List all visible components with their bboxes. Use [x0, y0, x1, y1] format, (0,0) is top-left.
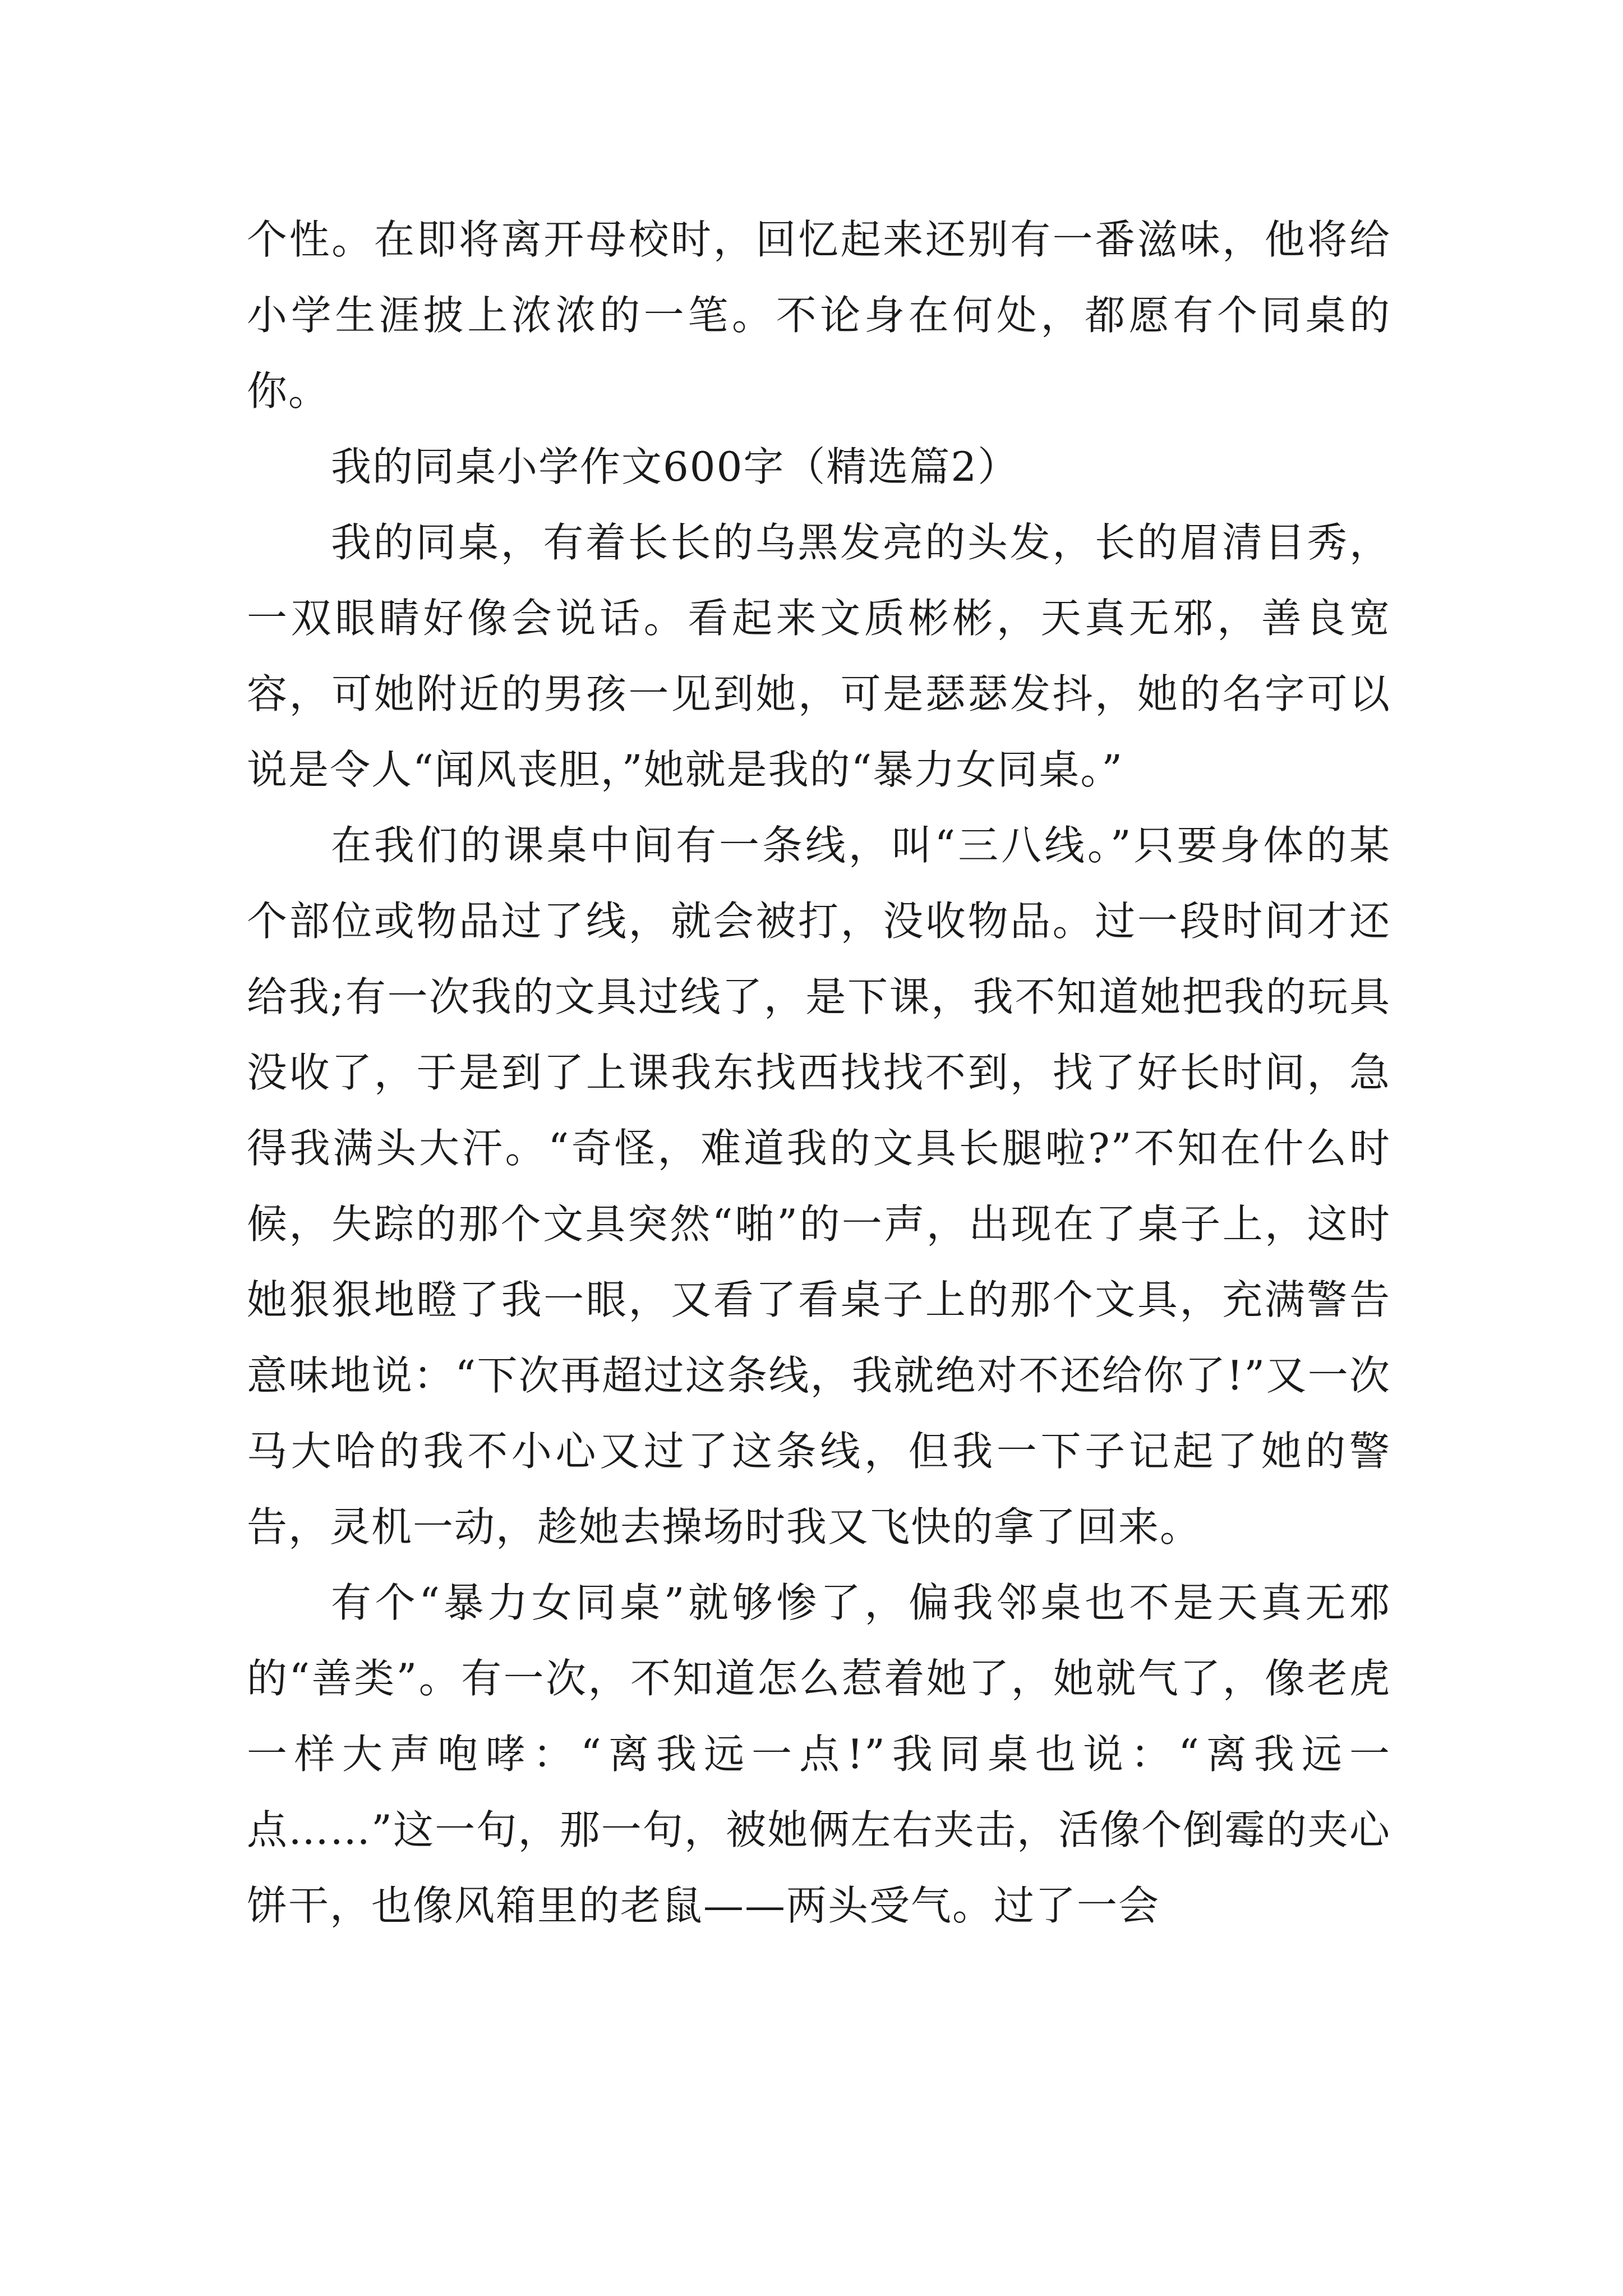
paragraph-deskmate-description: 我的同桌，有着长长的乌黑发亮的头发，长的眉清目秀，一双眼睛好像会说话。看起来文质彬彬，天真无邪，善良宽容，可她附近的男孩一见到她，可是瑟瑟发抖，她的名字可以说是令人“闻风丧胆，”她就是我的“暴力女同桌。” [247, 519, 1391, 793]
paragraph-continuation: 个性。在即将离开母校时，回忆起来还别有一番滋味，他将给小学生涯披上浓浓的一笔。不论身在何处，都愿有个同桌的你。 [247, 216, 1391, 415]
paragraph-dividing-line: 在我们的课桌中间有一条线，叫“三八线。”只要身体的某个部位或物品过了线，就会被打，没收物品。过一段时间才还给我;有一次我的文具过线了，是下课，我不知道她把我的玩具没收了，于是到了上课我东找西找找不到，找了好长时间，急得我满头大汗。“奇怪，难道我的文具长腿啦?”不知在什么时候，失踪的那个文具突然“啪”的一声，出现在了桌子上，这时她狠狠地瞪了我一眼，又看了看桌子上的那个文具，充满警告意味地说：“下次再超过这条线，我就绝对不还给你了!”又一次马大哈的我不小心又过了这条线，但我一下子记起了她的警告，灵机一动，趁她去操场时我又飞快的拿了回来。 [247, 822, 1391, 1550]
section-heading: 我的同桌小学作文600字（精选篇2） [331, 443, 1020, 490]
paragraph-neighbor-deskmate: 有个“暴力女同桌”就够惨了，偏我邻桌也不是天真无邪的“善类”。有一次，不知道怎么惹着她了，她就气了，像老虎一样大声咆哮：“离我远一点!”我同桌也说：“离我远一点……”这一句，那一句，被她俩左右夹击，活像个倒霉的夹心饼干，也像风箱里的老鼠——两头受气。过了一会 [247, 1579, 1391, 1929]
document-body [247, 202, 1391, 1944]
